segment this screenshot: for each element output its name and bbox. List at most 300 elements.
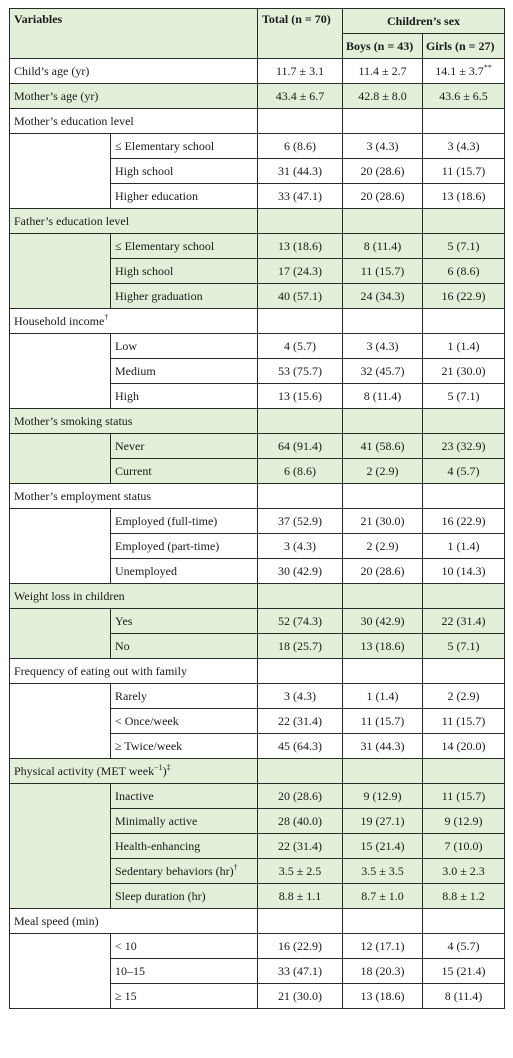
header-row-1 xyxy=(10,9,505,34)
total-value xyxy=(258,534,343,559)
table-row xyxy=(10,534,505,559)
total-value xyxy=(258,184,343,209)
girls-value xyxy=(423,634,505,659)
boys-value xyxy=(343,809,423,834)
indent-cell xyxy=(10,859,111,884)
boys-value-text: 42.8 ± 8.0 xyxy=(358,88,407,103)
boys-header: Boys (n = 43) xyxy=(343,34,423,59)
girls-value-text: 8 (11.4) xyxy=(444,988,483,1003)
table-row xyxy=(10,284,505,309)
empty-cell xyxy=(258,484,343,509)
subcategory-label-text: Sedentary behaviors (hr) xyxy=(115,863,234,878)
total-value-text: 40 (57.1) xyxy=(278,288,323,303)
indent-cell xyxy=(10,534,111,559)
girls-value xyxy=(423,534,505,559)
indent-cell xyxy=(10,709,111,734)
subcategory-label-text: Inactive xyxy=(115,788,154,803)
table-row xyxy=(10,509,505,534)
section-label-text: Father’s education level xyxy=(14,213,130,228)
empty-cell xyxy=(343,909,423,934)
table-row xyxy=(10,709,505,734)
indent-cell xyxy=(10,284,111,309)
boys-value-text: 11.4 ± 2.7 xyxy=(358,63,407,78)
table-row xyxy=(10,59,505,84)
girls-value-text: 2 (2.9) xyxy=(447,688,480,703)
subcategory-label xyxy=(111,859,258,884)
subcategory-label-text: Rarely xyxy=(115,688,147,703)
indent-cell xyxy=(10,134,111,159)
boys-value-text: 20 (28.6) xyxy=(360,188,405,203)
total-value-text: 43.4 ± 6.7 xyxy=(275,88,325,103)
table-row xyxy=(10,584,505,609)
girls-value xyxy=(423,159,505,184)
boys-value-text: 18 (20.3) xyxy=(360,963,405,978)
subcategory-label-text: < 10 xyxy=(115,938,137,953)
table-row xyxy=(10,184,505,209)
girls-value xyxy=(423,384,505,409)
table-row xyxy=(10,609,505,634)
row-label xyxy=(10,59,258,84)
boys-value-text: 24 (34.3) xyxy=(360,288,405,303)
total-value xyxy=(258,984,343,1009)
total-value-text: 30 (42.9) xyxy=(278,563,323,578)
indent-cell xyxy=(10,334,111,359)
girls-value xyxy=(423,934,505,959)
subcategory-label-text: Sleep duration (hr) xyxy=(115,888,206,903)
row-label xyxy=(10,84,258,109)
subcategory-label-text: Medium xyxy=(115,363,156,378)
section-label xyxy=(10,209,258,234)
subcategory-label xyxy=(111,534,258,559)
total-value-text: 18 (25.7) xyxy=(278,638,323,653)
total-value-text: 28 (40.0) xyxy=(278,813,323,828)
total-value-text: 16 (22.9) xyxy=(278,938,323,953)
girls-value-text: 5 (7.1) xyxy=(447,238,480,253)
girls-header: Girls (n = 27) xyxy=(423,34,505,59)
girls-value-text: 4 (5.7) xyxy=(447,463,480,478)
girls-value xyxy=(423,709,505,734)
footnote-mark: † xyxy=(104,312,109,322)
table-row xyxy=(10,934,505,959)
table-row xyxy=(10,559,505,584)
girls-value-text: 3.0 ± 2.3 xyxy=(442,863,485,878)
subcategory-label xyxy=(111,434,258,459)
total-value-text: 22 (31.4) xyxy=(278,713,323,728)
section-label xyxy=(10,409,258,434)
boys-value-text: 2 (2.9) xyxy=(366,463,399,478)
significance-mark: ** xyxy=(483,62,492,72)
boys-value-text: 20 (28.6) xyxy=(360,163,405,178)
girls-value xyxy=(423,434,505,459)
total-value xyxy=(258,859,343,884)
boys-value xyxy=(343,384,423,409)
empty-cell xyxy=(258,659,343,684)
girls-value xyxy=(423,284,505,309)
total-value-text: 6 (8.6) xyxy=(284,463,317,478)
subcategory-label-text: Never xyxy=(115,438,145,453)
total-value-text: 20 (28.6) xyxy=(278,788,323,803)
girls-value xyxy=(423,784,505,809)
subcategory-label-text: Employed (part-time) xyxy=(115,538,220,553)
total-value xyxy=(258,609,343,634)
boys-value xyxy=(343,609,423,634)
total-value xyxy=(258,709,343,734)
empty-cell xyxy=(258,584,343,609)
empty-cell xyxy=(258,409,343,434)
section-label-text: Meal speed (min) xyxy=(14,913,99,928)
boys-value xyxy=(343,734,423,759)
section-label xyxy=(10,909,258,934)
indent-cell xyxy=(10,234,111,259)
boys-value xyxy=(343,59,423,84)
indent-cell xyxy=(10,159,111,184)
girls-value xyxy=(423,884,505,909)
total-value xyxy=(258,334,343,359)
indent-cell xyxy=(10,609,111,634)
subcategory-label xyxy=(111,709,258,734)
subcategory-label xyxy=(111,634,258,659)
total-value-text: 64 (91.4) xyxy=(278,438,323,453)
subcategory-label xyxy=(111,834,258,859)
total-value-text: 13 (18.6) xyxy=(278,238,323,253)
girls-value-text: 9 (12.9) xyxy=(444,813,483,828)
girls-value-text: 11 (15.7) xyxy=(441,713,486,728)
total-value-text: 33 (47.1) xyxy=(278,963,323,978)
boys-value-text: 11 (15.7) xyxy=(360,263,405,278)
total-value-text: 31 (44.3) xyxy=(278,163,323,178)
table-row xyxy=(10,384,505,409)
boys-value xyxy=(343,434,423,459)
boys-value xyxy=(343,934,423,959)
indent-cell xyxy=(10,684,111,709)
subcategory-label-text: ≥ 15 xyxy=(115,988,137,1003)
indent-cell xyxy=(10,509,111,534)
subcategory-label xyxy=(111,734,258,759)
girls-value-text: 10 (14.3) xyxy=(441,563,486,578)
boys-value xyxy=(343,284,423,309)
table-row xyxy=(10,409,505,434)
subcategory-label xyxy=(111,234,258,259)
subcategory-label xyxy=(111,784,258,809)
boys-value xyxy=(343,959,423,984)
boys-value-text: 31 (44.3) xyxy=(360,738,405,753)
boys-value-text: 9 (12.9) xyxy=(363,788,402,803)
indent-cell xyxy=(10,884,111,909)
boys-value xyxy=(343,334,423,359)
table-row xyxy=(10,634,505,659)
indent-cell xyxy=(10,984,111,1009)
indent-cell xyxy=(10,384,111,409)
empty-cell xyxy=(423,584,505,609)
subcategory-label xyxy=(111,809,258,834)
subcategory-label xyxy=(111,159,258,184)
subcategory-label xyxy=(111,509,258,534)
indent-cell xyxy=(10,259,111,284)
table-row xyxy=(10,459,505,484)
indent-cell xyxy=(10,459,111,484)
total-value xyxy=(258,134,343,159)
table-row xyxy=(10,309,505,334)
empty-cell xyxy=(423,484,505,509)
girls-value-text: 5 (7.1) xyxy=(447,638,480,653)
table-row xyxy=(10,734,505,759)
girls-value-text: 22 (31.4) xyxy=(441,613,486,628)
table-row xyxy=(10,434,505,459)
boys-value xyxy=(343,534,423,559)
boys-value-text: 20 (28.6) xyxy=(360,563,405,578)
empty-cell xyxy=(423,659,505,684)
section-label-text: Mother’s education level xyxy=(14,113,134,128)
empty-cell xyxy=(343,584,423,609)
table-body xyxy=(10,59,505,1009)
empty-cell xyxy=(423,209,505,234)
total-value-text: 4 (5.7) xyxy=(284,338,317,353)
boys-value-text: 8 (11.4) xyxy=(363,388,402,403)
table-row xyxy=(10,209,505,234)
indent-cell xyxy=(10,809,111,834)
indent-cell xyxy=(10,434,111,459)
empty-cell xyxy=(258,209,343,234)
girls-value-text: 13 (18.6) xyxy=(441,188,486,203)
girls-value-text: 21 (30.0) xyxy=(441,363,486,378)
subcategory-label-text: High xyxy=(115,388,139,403)
girls-value xyxy=(423,609,505,634)
girls-value-text: 14 (20.0) xyxy=(441,738,486,753)
section-label-text: Household income xyxy=(14,313,105,328)
table-row xyxy=(10,884,505,909)
total-value-text: 3.5 ± 2.5 xyxy=(278,863,322,878)
empty-cell xyxy=(423,909,505,934)
boys-value xyxy=(343,259,423,284)
boys-value-text: 8 (11.4) xyxy=(363,238,402,253)
total-value xyxy=(258,634,343,659)
variables-header: Variables xyxy=(10,9,258,59)
empty-cell xyxy=(343,309,423,334)
girls-value-text: 7 (10.0) xyxy=(444,838,483,853)
total-value-text: 8.8 ± 1.1 xyxy=(278,888,322,903)
subcategory-label xyxy=(111,259,258,284)
girls-value-text: 1 (1.4) xyxy=(447,338,480,353)
table-row xyxy=(10,759,505,784)
girls-value xyxy=(423,84,505,109)
girls-value xyxy=(423,234,505,259)
total-value-text: 33 (47.1) xyxy=(278,188,323,203)
section-label xyxy=(10,109,258,134)
subcategory-label xyxy=(111,284,258,309)
girls-value xyxy=(423,734,505,759)
boys-value-text: 21 (30.0) xyxy=(360,513,405,528)
table-row xyxy=(10,109,505,134)
table-row xyxy=(10,909,505,934)
total-value xyxy=(258,84,343,109)
total-value-text: 17 (24.3) xyxy=(278,263,323,278)
total-value-text: 6 (8.6) xyxy=(284,138,317,153)
subcategory-label-text: < Once/week xyxy=(115,713,179,728)
table-row xyxy=(10,809,505,834)
boys-value xyxy=(343,634,423,659)
boys-value-text: 3.5 ± 3.5 xyxy=(361,863,404,878)
empty-cell xyxy=(258,759,343,784)
indent-cell xyxy=(10,734,111,759)
boys-value-text: 13 (18.6) xyxy=(360,638,405,653)
girls-value-text: 23 (32.9) xyxy=(441,438,486,453)
total-value-text: 11.7 ± 3.1 xyxy=(275,63,325,78)
row-label-text: Child’s age (yr) xyxy=(14,63,90,78)
table-row xyxy=(10,359,505,384)
total-value xyxy=(258,384,343,409)
total-value xyxy=(258,284,343,309)
subcategory-label-text: ≥ Twice/week xyxy=(115,738,183,753)
girls-value-text: 11 (15.7) xyxy=(441,163,486,178)
table-row xyxy=(10,84,505,109)
section-label-text: Weight loss in children xyxy=(14,588,125,603)
boys-value-text: 19 (27.1) xyxy=(360,813,405,828)
girls-value-text: 5 (7.1) xyxy=(447,388,480,403)
boys-value xyxy=(343,459,423,484)
boys-value xyxy=(343,359,423,384)
total-value xyxy=(258,559,343,584)
boys-value xyxy=(343,134,423,159)
girls-value xyxy=(423,134,505,159)
subcategory-label-text: Health-enhancing xyxy=(115,838,201,853)
boys-value xyxy=(343,84,423,109)
boys-value xyxy=(343,859,423,884)
boys-value-text: 13 (18.6) xyxy=(360,988,405,1003)
girls-value-text: 15 (21.4) xyxy=(441,963,486,978)
indent-cell xyxy=(10,359,111,384)
total-value-text: 45 (64.3) xyxy=(278,738,323,753)
subcategory-label-text: No xyxy=(115,638,130,653)
empty-cell xyxy=(258,309,343,334)
subcategory-label-text: Minimally active xyxy=(115,813,198,828)
indent-cell xyxy=(10,834,111,859)
subcategory-label xyxy=(111,609,258,634)
boys-value xyxy=(343,559,423,584)
boys-value-text: 3 (4.3) xyxy=(366,138,399,153)
table-row xyxy=(10,984,505,1009)
empty-cell xyxy=(423,409,505,434)
section-label xyxy=(10,659,258,684)
table-row xyxy=(10,259,505,284)
empty-cell xyxy=(343,659,423,684)
section-label xyxy=(10,759,258,784)
boys-value-text: 32 (45.7) xyxy=(360,363,405,378)
girls-value xyxy=(423,359,505,384)
girls-value xyxy=(423,259,505,284)
boys-value xyxy=(343,884,423,909)
boys-value-text: 41 (58.6) xyxy=(360,438,405,453)
empty-cell xyxy=(343,484,423,509)
indent-cell xyxy=(10,934,111,959)
subcategory-label-text: High school xyxy=(115,263,174,278)
table-row xyxy=(10,659,505,684)
indent-cell xyxy=(10,634,111,659)
subcategory-label-text: 10–15 xyxy=(115,963,145,978)
total-value xyxy=(258,809,343,834)
boys-value xyxy=(343,234,423,259)
indent-cell xyxy=(10,559,111,584)
subcategory-label xyxy=(111,934,258,959)
girls-value xyxy=(423,334,505,359)
girls-value xyxy=(423,809,505,834)
empty-cell xyxy=(343,109,423,134)
boys-value xyxy=(343,509,423,534)
subcategory-label xyxy=(111,334,258,359)
total-value xyxy=(258,509,343,534)
girls-value-text: 16 (22.9) xyxy=(441,513,486,528)
indent-cell xyxy=(10,959,111,984)
section-label-text: Frequency of eating out with family xyxy=(14,663,187,678)
total-header: Total (n = 70) xyxy=(258,9,343,59)
girls-value xyxy=(423,509,505,534)
total-value xyxy=(258,959,343,984)
girls-value xyxy=(423,834,505,859)
total-value xyxy=(258,834,343,859)
total-value xyxy=(258,59,343,84)
subcategory-label xyxy=(111,884,258,909)
boys-value-text: 12 (17.1) xyxy=(360,938,405,953)
subcategory-label xyxy=(111,559,258,584)
table-row xyxy=(10,684,505,709)
table-row xyxy=(10,859,505,884)
total-value xyxy=(258,159,343,184)
subcategory-label xyxy=(111,384,258,409)
subcategory-label xyxy=(111,359,258,384)
section-label xyxy=(10,484,258,509)
subcategory-label-text: Employed (full-time) xyxy=(115,513,218,528)
girls-value-text: 1 (1.4) xyxy=(447,538,480,553)
total-value xyxy=(258,934,343,959)
table-row xyxy=(10,234,505,259)
girls-value xyxy=(423,684,505,709)
boys-value-text: 30 (42.9) xyxy=(360,613,405,628)
total-value-text: 37 (52.9) xyxy=(278,513,323,528)
section-label xyxy=(10,584,258,609)
table-row xyxy=(10,334,505,359)
total-value xyxy=(258,259,343,284)
boys-value-text: 11 (15.7) xyxy=(360,713,405,728)
subcategory-label xyxy=(111,184,258,209)
boys-value xyxy=(343,159,423,184)
total-value-text: 3 (4.3) xyxy=(284,538,317,553)
boys-value xyxy=(343,684,423,709)
total-value-text: 22 (31.4) xyxy=(278,838,323,853)
girls-value-text: 6 (8.6) xyxy=(447,263,480,278)
indent-cell xyxy=(10,184,111,209)
total-value xyxy=(258,359,343,384)
total-value xyxy=(258,884,343,909)
girls-value-text: 4 (5.7) xyxy=(447,938,480,953)
girls-value-text: 16 (22.9) xyxy=(441,288,486,303)
total-value xyxy=(258,234,343,259)
subcategory-label-text: Unemployed xyxy=(115,563,177,578)
subcategory-label xyxy=(111,684,258,709)
empty-cell xyxy=(258,109,343,134)
empty-cell xyxy=(423,109,505,134)
total-value xyxy=(258,734,343,759)
boys-value xyxy=(343,184,423,209)
boys-value-text: 1 (1.4) xyxy=(366,688,399,703)
empty-cell xyxy=(343,759,423,784)
subcategory-label-text: Current xyxy=(115,463,152,478)
girls-value-text: 3 (4.3) xyxy=(447,138,480,153)
subcategory-label-text: ≤ Elementary school xyxy=(115,138,215,153)
subcategory-label xyxy=(111,134,258,159)
table-row xyxy=(10,159,505,184)
boys-value-text: 8.7 ± 1.0 xyxy=(361,888,404,903)
boys-value-text: 2 (2.9) xyxy=(366,538,399,553)
table-row xyxy=(10,959,505,984)
